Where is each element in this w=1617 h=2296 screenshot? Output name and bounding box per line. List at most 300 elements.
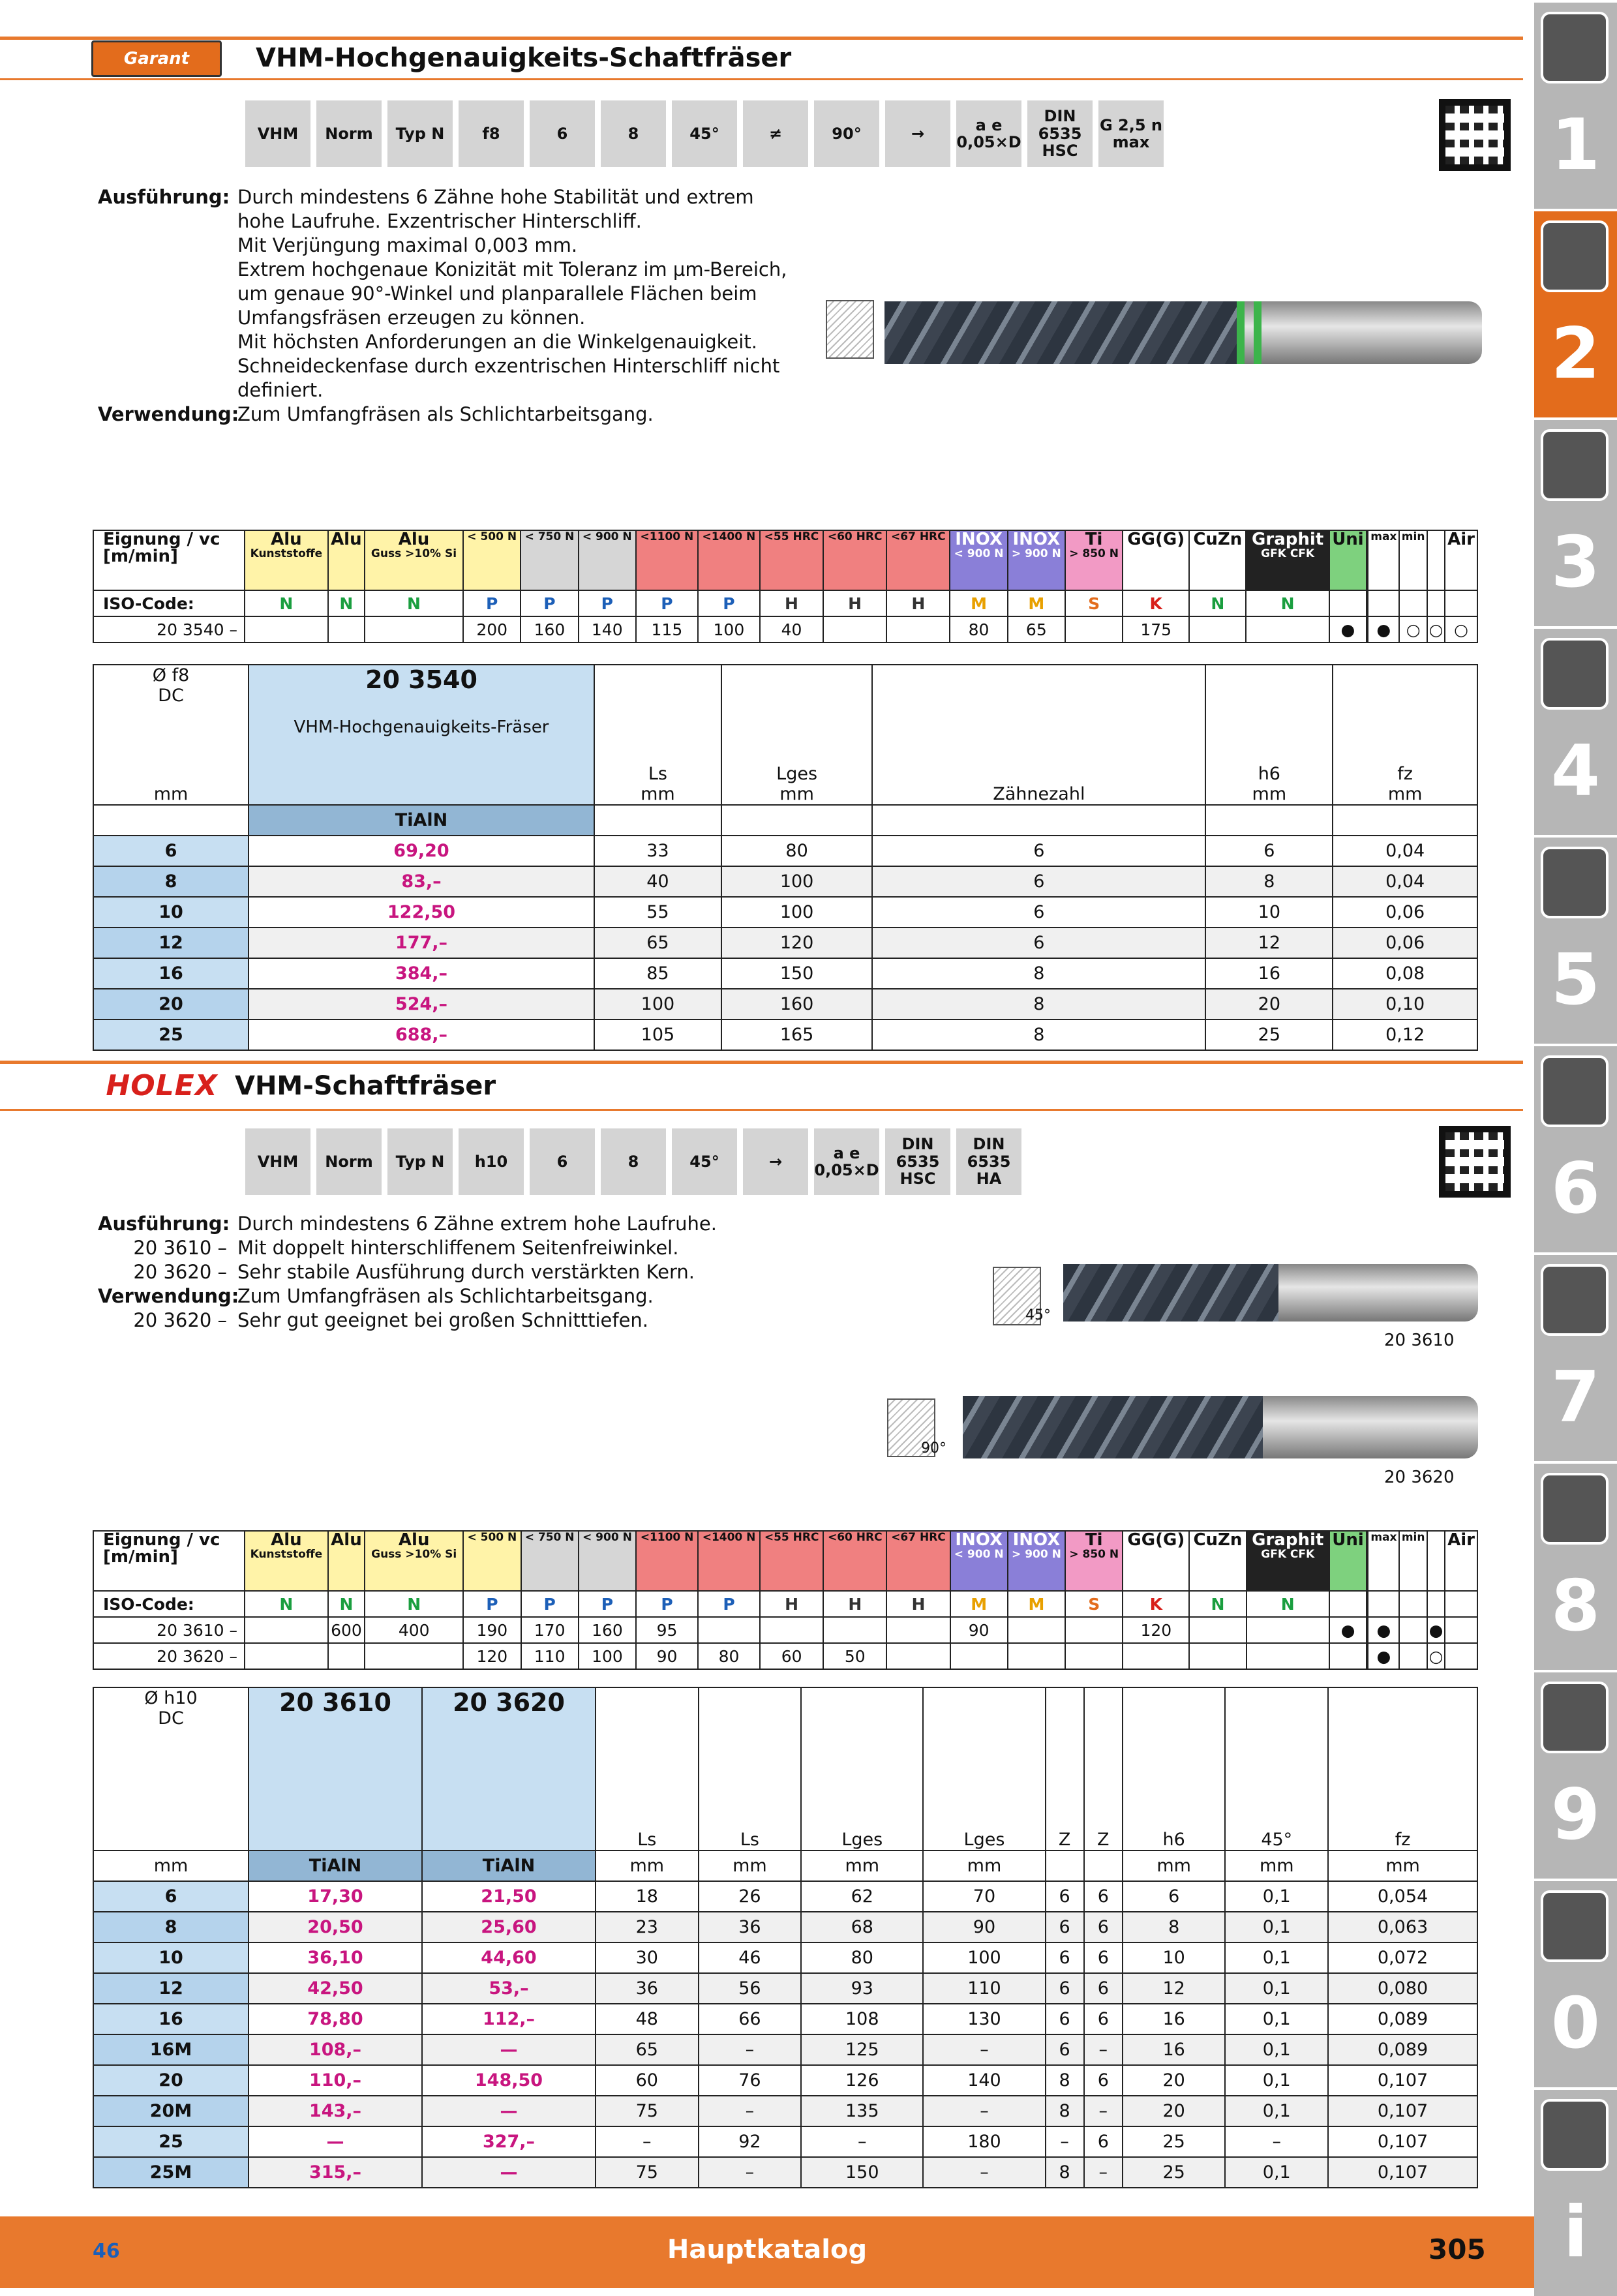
section2-product-table bbox=[93, 1687, 1478, 2188]
section1-property-icons bbox=[245, 100, 1164, 167]
product-image-203540 bbox=[884, 301, 1482, 364]
material-column bbox=[760, 1531, 823, 1591]
description-label: 20 3610 – bbox=[133, 1237, 227, 1259]
cutting-speed: ● bbox=[1329, 1617, 1367, 1643]
material-name: Alu bbox=[331, 1530, 362, 1550]
column-header: 45° bbox=[1225, 1687, 1328, 1850]
cutting-speed bbox=[1065, 1643, 1123, 1669]
value-cell: – bbox=[1084, 2034, 1123, 2065]
cutting-speed: 50 bbox=[823, 1643, 886, 1669]
material-sub: < 900 N bbox=[954, 1548, 1004, 1561]
column-header bbox=[872, 665, 1205, 805]
material-column bbox=[521, 1531, 579, 1591]
material-sub: < 750 N bbox=[524, 1531, 575, 1544]
material-column bbox=[521, 530, 578, 590]
value-cell: 68 bbox=[801, 1912, 923, 1942]
iso-code: P bbox=[579, 590, 636, 616]
cutting-speed bbox=[1247, 1643, 1329, 1669]
value-cell: 0,1 bbox=[1225, 1912, 1328, 1942]
diameter-cell: 16 bbox=[93, 958, 249, 989]
value-cell: 0,089 bbox=[1328, 2004, 1477, 2034]
material-name: Air bbox=[1447, 530, 1475, 549]
cutting-speed: 90 bbox=[636, 1643, 698, 1669]
material-sub: <60 HRC bbox=[827, 1531, 883, 1544]
table-header-row bbox=[93, 665, 1477, 805]
price-cell: 42,50 bbox=[249, 1973, 422, 2004]
table-row bbox=[93, 2126, 1477, 2157]
property-icon: Norm bbox=[316, 100, 382, 167]
material-column bbox=[1399, 530, 1427, 590]
cutting-speed: 170 bbox=[521, 1617, 579, 1643]
column-header: Z bbox=[1084, 1687, 1123, 1850]
diameter-cell: 20 bbox=[93, 989, 249, 1020]
column-unit: mm bbox=[779, 784, 814, 804]
iso-code bbox=[1368, 590, 1399, 616]
material-name: Alu bbox=[271, 1530, 302, 1550]
value-cell: 8 bbox=[872, 989, 1205, 1020]
price-cell: 112,– bbox=[422, 2004, 596, 2034]
unit: mm bbox=[699, 1850, 802, 1881]
value-cell: 6 bbox=[872, 836, 1205, 866]
iso-code: N bbox=[1189, 590, 1246, 616]
suit-header-row bbox=[93, 530, 1477, 590]
suit-header-row bbox=[93, 1531, 1477, 1591]
value-cell: 120 bbox=[721, 928, 872, 958]
value-cell: 180 bbox=[923, 2126, 1045, 2157]
suit-header-label: Eignung / vc [m/min] bbox=[93, 1531, 245, 1591]
iso-code: N bbox=[1189, 1591, 1246, 1617]
description-label: Verwendung: bbox=[98, 403, 239, 425]
iso-code: H bbox=[886, 590, 950, 616]
price-cell: 327,– bbox=[422, 2126, 596, 2157]
unit: mm bbox=[1328, 1850, 1477, 1881]
qr-code-2[interactable] bbox=[1439, 1126, 1511, 1198]
iso-code: N bbox=[328, 1591, 365, 1617]
qr-code-1[interactable] bbox=[1439, 99, 1511, 171]
table-row bbox=[93, 897, 1477, 928]
value-cell: 0,1 bbox=[1225, 1881, 1328, 1912]
material-name: Ti bbox=[1085, 1530, 1103, 1550]
material-column bbox=[1445, 530, 1477, 590]
column-name: Zähnezahl bbox=[993, 784, 1085, 804]
value-cell: 26 bbox=[699, 1881, 802, 1912]
cutting-speed: 400 bbox=[365, 1617, 463, 1643]
material-name: GG(G) bbox=[1127, 1530, 1185, 1550]
column-name: h6 bbox=[1258, 764, 1280, 784]
material-column bbox=[698, 530, 760, 590]
value-cell: 36 bbox=[699, 1912, 802, 1942]
table-row bbox=[93, 2034, 1477, 2065]
iso-code bbox=[1445, 1591, 1477, 1617]
value-cell: 150 bbox=[721, 958, 872, 989]
material-sub: Kunststoffe bbox=[250, 1548, 323, 1561]
material-name: Uni bbox=[1332, 530, 1364, 549]
unit: mm bbox=[1225, 1850, 1328, 1881]
value-cell: 92 bbox=[699, 2126, 802, 2157]
value-cell: 16 bbox=[1123, 2004, 1226, 2034]
price-cell: 148,50 bbox=[422, 2065, 596, 2096]
price-cell: 17,30 bbox=[249, 1881, 422, 1912]
cutting-speed bbox=[760, 1617, 823, 1643]
column-name: Ls bbox=[648, 764, 667, 784]
column-name: fz bbox=[1397, 764, 1413, 784]
price-cell: 20,50 bbox=[249, 1912, 422, 1942]
material-column bbox=[1189, 1531, 1246, 1591]
diameter-cell: 20M bbox=[93, 2096, 249, 2126]
cutting-speed: 120 bbox=[1123, 1617, 1189, 1643]
cutting-speed bbox=[1008, 1617, 1065, 1643]
table-row bbox=[93, 1912, 1477, 1942]
cutting-speed bbox=[365, 616, 463, 642]
iso-row bbox=[93, 1591, 1477, 1617]
value-cell: – bbox=[801, 2126, 923, 2157]
section2-title: VHM-Schaftfräser bbox=[235, 1071, 496, 1101]
value-cell: 110 bbox=[923, 1973, 1045, 2004]
page-number-right: 305 bbox=[1428, 2233, 1486, 2265]
column-unit: mm bbox=[1252, 784, 1287, 804]
description-row bbox=[98, 330, 789, 402]
spacer bbox=[594, 805, 721, 836]
cutting-speed bbox=[823, 1617, 886, 1643]
value-cell: 6 bbox=[1046, 2004, 1084, 2034]
cutting-speed: 160 bbox=[579, 1617, 636, 1643]
value-cell: 8 bbox=[1046, 2065, 1084, 2096]
value-cell: 20 bbox=[1123, 2065, 1226, 2096]
material-sub: <1400 N bbox=[702, 530, 756, 543]
property-icon: 8 bbox=[601, 100, 666, 167]
diameter-cell: 20 bbox=[93, 2065, 249, 2096]
value-cell: 6 bbox=[1084, 1973, 1123, 2004]
price-cell: 384,– bbox=[249, 958, 594, 989]
caption-203620: 20 3620 bbox=[1384, 1468, 1455, 1487]
iso-code: H bbox=[823, 1591, 886, 1617]
cutting-speed: 80 bbox=[950, 616, 1007, 642]
dc-label: Ø h10 bbox=[144, 1688, 198, 1708]
value-cell: 100 bbox=[721, 866, 872, 897]
value-cell: 0,06 bbox=[1333, 928, 1477, 958]
iso-code: P bbox=[463, 590, 521, 616]
value-cell: 30 bbox=[596, 1942, 699, 1973]
description-text: Sehr stabile Ausführung durch verstärkten Kern. bbox=[237, 1261, 695, 1283]
article-code: 20 3620 – bbox=[93, 1643, 245, 1669]
unit: mm bbox=[93, 1850, 249, 1881]
value-cell: 0,107 bbox=[1328, 2096, 1477, 2126]
value-cell: 65 bbox=[596, 2034, 699, 2065]
material-column bbox=[1427, 530, 1445, 590]
value-cell: 62 bbox=[801, 1881, 923, 1912]
material-column bbox=[760, 530, 823, 590]
value-cell: 23 bbox=[596, 1912, 699, 1942]
angle-45-label: 45° bbox=[1025, 1307, 1051, 1323]
value-cell: 0,10 bbox=[1333, 989, 1477, 1020]
cutting-speed: 110 bbox=[521, 1643, 579, 1669]
description-label: Ausführung: bbox=[98, 186, 230, 208]
material-sub: <55 HRC bbox=[764, 530, 819, 543]
value-cell: 25 bbox=[1123, 2126, 1226, 2157]
description-row bbox=[98, 402, 789, 427]
material-column bbox=[636, 1531, 698, 1591]
iso-code: H bbox=[760, 1591, 823, 1617]
value-cell: 0,1 bbox=[1225, 2065, 1328, 2096]
iso-code bbox=[1427, 1591, 1445, 1617]
section1-description bbox=[98, 185, 789, 427]
iso-code: M bbox=[1008, 1591, 1065, 1617]
property-icon: h10 bbox=[459, 1128, 524, 1195]
chapter-icon bbox=[1541, 1473, 1609, 1545]
price-cell: 53,– bbox=[422, 1973, 596, 2004]
value-cell: 100 bbox=[721, 897, 872, 928]
value-cell: – bbox=[923, 2157, 1045, 2188]
value-cell: 80 bbox=[801, 1942, 923, 1973]
value-cell: 8 bbox=[872, 958, 1205, 989]
material-sub: <60 HRC bbox=[827, 530, 883, 543]
coating-label: TiAlN bbox=[249, 805, 594, 836]
price-cell: 21,50 bbox=[422, 1881, 596, 1912]
material-column bbox=[1065, 530, 1123, 590]
cutting-speed: 115 bbox=[636, 616, 698, 642]
price-cell: 122,50 bbox=[249, 897, 594, 928]
cutting-speed: 600 bbox=[328, 1617, 365, 1643]
chapter-icon bbox=[1541, 220, 1609, 292]
property-icon: f8 bbox=[459, 100, 524, 167]
cutting-speed: 100 bbox=[698, 616, 760, 642]
cutting-speed bbox=[1008, 1643, 1065, 1669]
value-cell: 36 bbox=[596, 1973, 699, 2004]
value-cell: 100 bbox=[594, 989, 721, 1020]
price-cell: 108,– bbox=[249, 2034, 422, 2065]
description-row bbox=[98, 1260, 789, 1284]
material-column bbox=[245, 530, 328, 590]
value-cell: 108 bbox=[801, 2004, 923, 2034]
chapter-icon bbox=[1541, 1264, 1609, 1336]
property-icon: DIN 6535 HA bbox=[956, 1128, 1021, 1195]
cutting-speed bbox=[1445, 1617, 1477, 1643]
material-sub: GFK CFK bbox=[1261, 1548, 1315, 1561]
cutting-speed: 80 bbox=[698, 1643, 760, 1669]
iso-code: P bbox=[698, 590, 760, 616]
material-name: Ti bbox=[1085, 530, 1103, 549]
property-icon: DIN 6535 HSC bbox=[885, 1128, 950, 1195]
material-column bbox=[245, 1531, 328, 1591]
value-cell: 0,1 bbox=[1225, 2034, 1328, 2065]
value-cell: – bbox=[596, 2126, 699, 2157]
chapter-number: 4 bbox=[1550, 731, 1601, 812]
value-cell: 8 bbox=[872, 1020, 1205, 1050]
material-sub: < 900 N bbox=[954, 547, 1004, 560]
column-unit: mm bbox=[641, 784, 675, 804]
material-column bbox=[463, 1531, 521, 1591]
angle-90-label: 90° bbox=[921, 1440, 946, 1457]
cutting-speed bbox=[950, 1643, 1008, 1669]
value-cell: 76 bbox=[699, 2065, 802, 2096]
column-header: h6 bbox=[1123, 1687, 1226, 1850]
material-sub: Kunststoffe bbox=[250, 547, 323, 560]
cutting-speed: 60 bbox=[760, 1643, 823, 1669]
column-header bbox=[1333, 665, 1477, 805]
value-cell: 56 bbox=[699, 1973, 802, 2004]
article-number: 20 3540 bbox=[365, 665, 477, 694]
description-row bbox=[98, 258, 789, 330]
material-column bbox=[1123, 530, 1189, 590]
value-cell: 8 bbox=[1205, 866, 1333, 897]
cutting-speed bbox=[1247, 1617, 1329, 1643]
iso-code: H bbox=[760, 590, 823, 616]
value-cell: 0,107 bbox=[1328, 2065, 1477, 2096]
cutting-speed: 160 bbox=[521, 616, 578, 642]
material-column bbox=[823, 530, 886, 590]
cutting-speed bbox=[1189, 1617, 1246, 1643]
iso-code: S bbox=[1065, 590, 1123, 616]
caption-203610: 20 3610 bbox=[1384, 1331, 1455, 1350]
value-cell: 0,12 bbox=[1333, 1020, 1477, 1050]
catalog-title: Hauptkatalog bbox=[667, 2235, 868, 2265]
column-header bbox=[594, 665, 721, 805]
value-cell: 85 bbox=[594, 958, 721, 989]
cutting-speed bbox=[1065, 616, 1123, 642]
description-row bbox=[98, 1284, 789, 1308]
iso-code bbox=[1329, 1591, 1367, 1617]
price-cell: 688,– bbox=[249, 1020, 594, 1050]
material-name: CuZn bbox=[1193, 1530, 1243, 1550]
material-column bbox=[579, 1531, 636, 1591]
iso-code: M bbox=[950, 1591, 1008, 1617]
table-header-row bbox=[93, 1687, 1477, 1850]
value-cell: 16 bbox=[1123, 2034, 1226, 2065]
value-cell: 25 bbox=[1205, 1020, 1333, 1050]
diameter-cell: 25 bbox=[93, 1020, 249, 1050]
value-cell: 80 bbox=[721, 836, 872, 866]
table-row bbox=[93, 836, 1477, 866]
iso-code: P bbox=[579, 1591, 636, 1617]
material-column bbox=[365, 1531, 463, 1591]
diameter-cell: 8 bbox=[93, 866, 249, 897]
property-icon: 6 bbox=[530, 100, 595, 167]
unit bbox=[1084, 1850, 1123, 1881]
value-cell: 135 bbox=[801, 2096, 923, 2126]
value-cell: 6 bbox=[1084, 1881, 1123, 1912]
column-name: Lges bbox=[776, 764, 818, 784]
spacer bbox=[721, 805, 872, 836]
value-cell: 0,054 bbox=[1328, 1881, 1477, 1912]
diameter-cell: 10 bbox=[93, 897, 249, 928]
description-text: Mit höchsten Anforderungen an die Winkelgenauigkeit. Schneideckenfase durch exzentrischen Hinterschliff nicht definiert. bbox=[237, 331, 780, 401]
price-cell: 143,– bbox=[249, 2096, 422, 2126]
description-text: Mit doppelt hinterschliffenem Seitenfreiwinkel. bbox=[237, 1237, 679, 1259]
description-text: Sehr gut geeignet bei großen Schnitttiefen. bbox=[237, 1309, 649, 1331]
value-cell: 16 bbox=[1205, 958, 1333, 989]
article-type: VHM-Hochgenauigkeits-Fräser bbox=[294, 718, 549, 737]
description-row bbox=[98, 1308, 789, 1333]
table-row bbox=[93, 866, 1477, 897]
iso-code: S bbox=[1065, 1591, 1123, 1617]
material-name: GG(G) bbox=[1127, 530, 1185, 549]
diameter-cell: 12 bbox=[93, 1973, 249, 2004]
description-text: Zum Umfangfräsen als Schlichtarbeitsgang. bbox=[237, 403, 654, 425]
iso-code: P bbox=[521, 590, 578, 616]
material-sub: min bbox=[1401, 530, 1425, 543]
material-column bbox=[1427, 1531, 1445, 1591]
iso-code: P bbox=[636, 1591, 698, 1617]
material-name: Alu bbox=[271, 530, 302, 549]
material-column bbox=[886, 530, 950, 590]
material-sub: <67 HRC bbox=[891, 1531, 946, 1544]
value-cell: 70 bbox=[923, 1881, 1045, 1912]
material-sub: GFK CFK bbox=[1261, 547, 1315, 560]
diameter-cell: 16 bbox=[93, 2004, 249, 2034]
material-name: Air bbox=[1447, 1530, 1475, 1550]
value-cell: 160 bbox=[721, 989, 872, 1020]
section1-product-table bbox=[93, 664, 1478, 1051]
value-cell: 8 bbox=[1046, 2096, 1084, 2126]
material-sub: Guss >10% Si bbox=[371, 1548, 457, 1561]
price-cell: 78,80 bbox=[249, 2004, 422, 2034]
value-cell: 8 bbox=[1046, 2157, 1084, 2188]
article-code: 20 3540 – bbox=[93, 616, 245, 642]
value-cell: 140 bbox=[923, 2065, 1045, 2096]
column-header: Ls bbox=[596, 1687, 699, 1850]
cutting-speed bbox=[1123, 1643, 1189, 1669]
cutting-speed bbox=[1189, 1643, 1246, 1669]
cutting-speed bbox=[886, 1617, 950, 1643]
price-cell: 110,– bbox=[249, 2065, 422, 2096]
cutting-speed bbox=[1246, 616, 1329, 642]
description-label bbox=[98, 258, 237, 330]
product-image-203610 bbox=[1063, 1264, 1478, 1322]
chapter-icon bbox=[1541, 1682, 1609, 1753]
iso-code: N bbox=[1246, 590, 1329, 616]
column-header: Lges bbox=[801, 1687, 923, 1850]
cutting-speed bbox=[328, 616, 365, 642]
spacer bbox=[93, 805, 249, 836]
chapter-number: 3 bbox=[1550, 522, 1601, 603]
dc-header bbox=[93, 1687, 249, 1850]
value-cell: – bbox=[923, 2034, 1045, 2065]
value-cell: 10 bbox=[1123, 1942, 1226, 1973]
iso-code: H bbox=[886, 1591, 950, 1617]
section1-title: VHM-Hochgenauigkeits-Schaftfräser bbox=[256, 43, 792, 73]
column-unit: mm bbox=[1387, 784, 1423, 804]
cutting-speed-row bbox=[93, 1617, 1477, 1643]
price-cell: 524,– bbox=[249, 989, 594, 1020]
property-icon: 90° bbox=[814, 100, 879, 167]
material-sub: < 500 N bbox=[467, 530, 517, 543]
value-cell: 75 bbox=[596, 2096, 699, 2126]
iso-code: K bbox=[1123, 1591, 1189, 1617]
material-name: Uni bbox=[1332, 1530, 1364, 1550]
article-header bbox=[249, 665, 594, 805]
material-column bbox=[1329, 1531, 1367, 1591]
cutting-speed: ● bbox=[1368, 1643, 1399, 1669]
value-cell: 6 bbox=[1084, 1912, 1123, 1942]
value-cell: 6 bbox=[872, 866, 1205, 897]
diameter-cell: 6 bbox=[93, 836, 249, 866]
cutting-speed: 100 bbox=[579, 1643, 636, 1669]
value-cell: 48 bbox=[596, 2004, 699, 2034]
article-header: 20 3610 bbox=[249, 1687, 422, 1850]
property-icon: → bbox=[885, 100, 950, 167]
chapter-number: 1 bbox=[1550, 104, 1601, 186]
value-cell: – bbox=[923, 2096, 1045, 2126]
table-row bbox=[93, 2065, 1477, 2096]
material-name: Graphit bbox=[1252, 530, 1324, 549]
garant-logo: Garant bbox=[91, 40, 222, 77]
chapter-number: i bbox=[1563, 2192, 1588, 2273]
value-cell: 6 bbox=[1046, 1942, 1084, 1973]
cutting-speed bbox=[245, 1643, 328, 1669]
iso-label: ISO-Code: bbox=[93, 590, 245, 616]
value-cell: 33 bbox=[594, 836, 721, 866]
value-cell: 0,06 bbox=[1333, 897, 1477, 928]
